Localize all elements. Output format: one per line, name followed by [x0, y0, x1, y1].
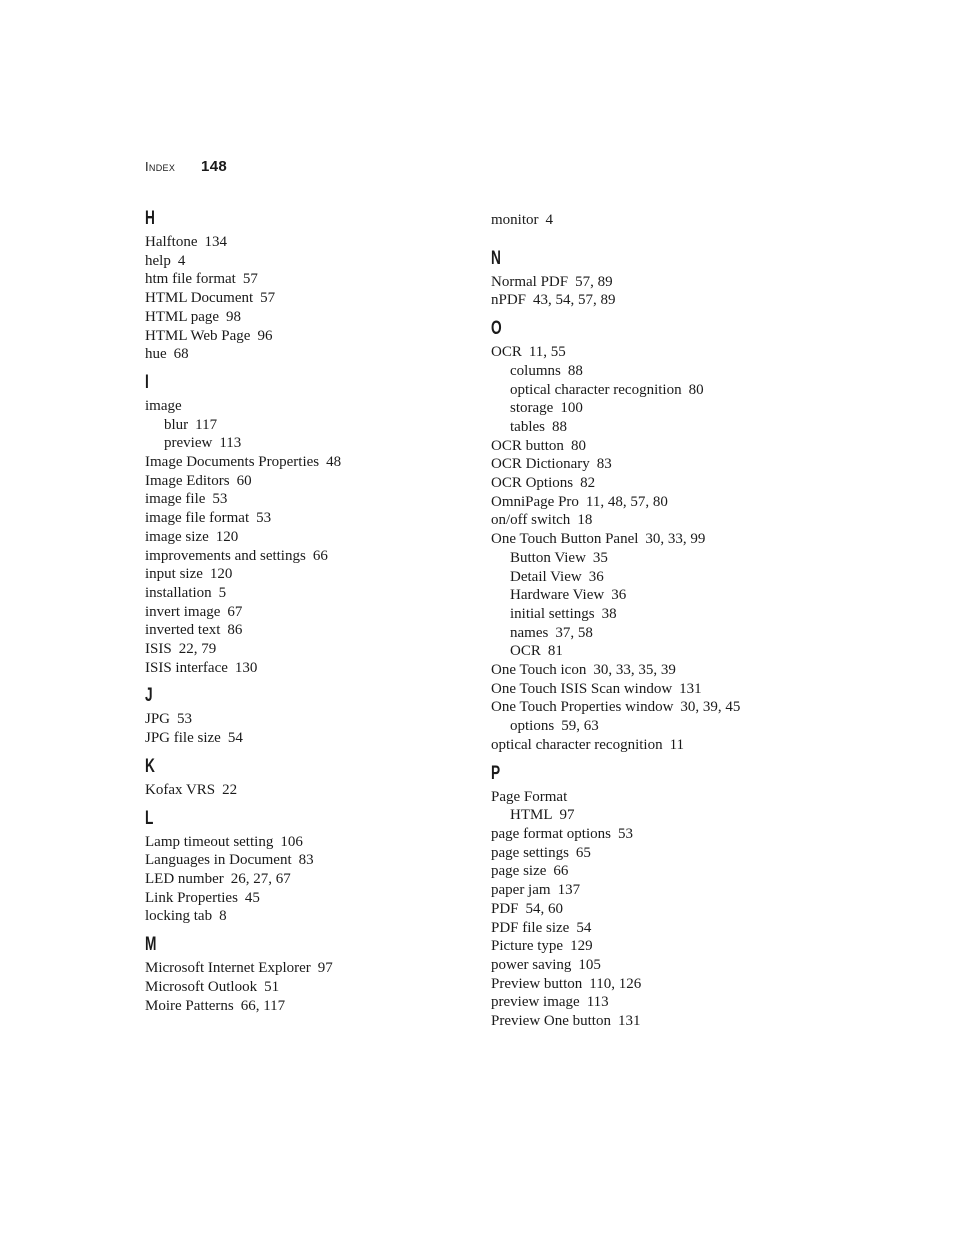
entry-page-refs: 98	[226, 308, 242, 325]
index-entry	[491, 211, 791, 230]
index-subentry	[491, 568, 791, 587]
entry-term: ISIS interface	[145, 659, 228, 676]
entry-term: columns	[510, 362, 561, 379]
entry-term: One Touch Button Panel	[491, 531, 639, 548]
entry-term: HTML Web Page	[145, 327, 251, 344]
entry-page-refs: 30, 39, 45	[680, 699, 741, 716]
entry-page-refs: 48	[326, 454, 342, 471]
index-subentry	[491, 624, 791, 643]
index-entry	[491, 881, 791, 900]
entry-page-refs: 45	[244, 889, 260, 906]
index-section	[145, 809, 445, 927]
index-subentry	[491, 549, 791, 568]
entry-term: OCR Options	[491, 475, 574, 492]
index-subentry	[491, 418, 791, 437]
index-entry	[491, 474, 791, 493]
entry-term: One Touch ISIS Scan window	[491, 680, 673, 697]
entry-term: Preview button	[491, 975, 583, 992]
index-entry	[491, 530, 791, 549]
entry-term: Image Editors	[145, 472, 230, 489]
entry-term: options	[510, 718, 555, 735]
entry-term: HTML Document	[145, 290, 254, 307]
entry-term: Image Documents Properties	[145, 454, 320, 471]
index-entry	[145, 833, 445, 852]
section-letter-heading: O	[491, 318, 502, 340]
entry-page-refs: 83	[596, 456, 612, 473]
index-entry	[145, 289, 445, 308]
entry-page-refs: 59, 63	[561, 718, 599, 735]
index-entry	[491, 661, 791, 680]
index-entry	[491, 455, 791, 474]
entry-term: input size	[145, 566, 203, 583]
entry-term: OCR button	[491, 437, 564, 454]
index-entry	[145, 453, 445, 472]
entry-term: Languages in Document	[145, 852, 292, 869]
entry-page-refs: 68	[173, 346, 189, 363]
entry-term: HTML	[510, 807, 553, 824]
entry-term: invert image	[145, 603, 221, 620]
entry-term: LED number	[145, 870, 224, 887]
page-number: 148	[201, 158, 227, 175]
index-subentry	[491, 717, 791, 736]
entry-page-refs: 11	[669, 736, 685, 753]
index-entry	[145, 907, 445, 926]
entry-page-refs: 105	[578, 956, 601, 973]
entry-term: initial settings	[510, 605, 595, 622]
entry-page-refs: 120	[215, 528, 239, 545]
entry-page-refs: 53	[177, 711, 193, 728]
entry-term: installation	[145, 584, 212, 601]
index-entry	[491, 919, 791, 938]
entry-page-refs: 88	[567, 362, 583, 379]
entry-term: image size	[145, 528, 209, 545]
entry-term: Picture type	[491, 938, 564, 955]
index-subentry	[491, 362, 791, 381]
entry-term: Detail View	[510, 568, 582, 585]
index-section	[491, 319, 791, 754]
entry-page-refs: 54, 60	[525, 900, 564, 917]
index-entry	[145, 584, 445, 603]
entry-term: Page Format	[491, 788, 568, 805]
entry-term: Halftone	[145, 234, 198, 250]
entry-page-refs: 43, 54, 57, 89	[533, 292, 616, 309]
index-subentry	[491, 605, 791, 624]
running-head-title: Index	[145, 159, 176, 174]
entry-term: One Touch icon	[491, 662, 587, 679]
entry-term: image file format	[145, 510, 250, 527]
entry-term: preview	[164, 435, 213, 452]
index-subentry	[491, 381, 791, 400]
index-entry	[145, 345, 445, 364]
entry-page-refs: 30, 33, 99	[645, 531, 706, 548]
entry-page-refs: 53	[256, 510, 272, 527]
entry-page-refs: 80	[570, 437, 586, 454]
index-section	[145, 209, 445, 364]
index-subentry	[491, 399, 791, 418]
index-entry	[145, 397, 445, 416]
index-section	[491, 764, 791, 1031]
entry-term: OCR Dictionary	[491, 456, 590, 473]
entry-page-refs: 131	[679, 680, 702, 697]
index-section	[145, 686, 445, 747]
entry-page-refs: 81	[547, 643, 563, 660]
entry-page-refs: 57, 89	[575, 273, 613, 290]
section-letter-heading: J	[145, 685, 153, 707]
index-entry	[145, 659, 445, 678]
index-entry	[491, 862, 791, 881]
entry-page-refs: 57	[260, 290, 276, 307]
entry-page-refs: 82	[580, 475, 596, 492]
index-entry	[145, 565, 445, 584]
entry-term: PDF file size	[491, 919, 570, 936]
index-subentry	[491, 586, 791, 605]
index-entry	[491, 698, 791, 717]
section-letter-heading: L	[145, 807, 154, 829]
entry-page-refs: 36	[588, 568, 604, 585]
section-letter-heading: I	[145, 371, 149, 393]
index-entry	[145, 997, 445, 1016]
entry-term: PDF	[491, 900, 519, 917]
entry-page-refs: 65	[575, 844, 591, 861]
entry-page-refs: 66	[312, 547, 328, 564]
entry-page-refs: 96	[257, 327, 273, 344]
index-subentry	[491, 642, 791, 661]
entry-page-refs: 53	[212, 491, 228, 508]
index-entry	[145, 509, 445, 528]
entry-page-refs: 8	[219, 908, 227, 925]
entry-page-refs: 11, 48, 57, 80	[585, 493, 668, 510]
entry-term: htm file format	[145, 271, 236, 288]
entry-page-refs: 37, 58	[555, 624, 593, 641]
entry-term: Normal PDF	[491, 273, 569, 290]
entry-term: names	[510, 624, 549, 641]
entry-page-refs: 22, 79	[178, 641, 217, 658]
entry-term: hue	[145, 346, 167, 363]
index-entry	[145, 729, 445, 748]
entry-page-refs: 97	[559, 807, 575, 824]
index-entry	[145, 889, 445, 908]
entry-term: Microsoft Internet Explorer	[145, 960, 311, 977]
entry-page-refs: 60	[236, 472, 252, 489]
index-entry	[145, 308, 445, 327]
index-subentry	[491, 806, 791, 825]
section-letter-heading: N	[491, 247, 501, 269]
entry-page-refs: 134	[204, 234, 227, 250]
entry-term: on/off switch	[491, 512, 571, 529]
entry-term: monitor	[491, 212, 539, 228]
index-entry	[145, 603, 445, 622]
entry-term: page size	[491, 863, 547, 880]
index-section	[145, 373, 445, 678]
entry-term: inverted text	[145, 622, 221, 639]
index-column-left	[145, 209, 445, 1015]
entry-term: storage	[510, 400, 554, 417]
entry-term: locking tab	[145, 908, 213, 925]
entry-term: One Touch Properties window	[491, 699, 674, 716]
entry-page-refs: 67	[227, 603, 243, 620]
entry-page-refs: 131	[617, 1013, 641, 1030]
index-entry	[145, 781, 445, 800]
entry-term: optical character recognition	[491, 736, 663, 753]
index-section	[145, 757, 445, 800]
entry-term: image file	[145, 491, 206, 508]
index-entry	[145, 528, 445, 547]
entry-term: optical character recognition	[510, 381, 682, 398]
index-entry	[145, 978, 445, 997]
entry-page-refs: 26, 27, 67	[230, 870, 291, 887]
index-entry	[491, 975, 791, 994]
entry-page-refs: 137	[557, 882, 581, 899]
entry-term: Kofax VRS	[145, 781, 216, 798]
entry-page-refs: 53	[617, 825, 633, 842]
entry-term: Lamp timeout setting	[145, 833, 274, 850]
index-entry	[491, 844, 791, 863]
entry-term: Preview One button	[491, 1013, 611, 1030]
entry-page-refs: 11, 55	[528, 344, 566, 361]
entry-page-refs: 100	[560, 400, 583, 417]
section-letter-heading: K	[145, 755, 155, 777]
entry-page-refs: 113	[219, 435, 242, 452]
entry-page-refs: 129	[570, 938, 593, 955]
entry-page-refs: 54	[227, 730, 243, 747]
index-subentry	[145, 416, 445, 435]
index-entry	[145, 252, 445, 271]
entry-term: ISIS	[145, 641, 172, 658]
index-section	[491, 211, 791, 240]
entry-term: tables	[510, 418, 545, 435]
index-entry	[145, 640, 445, 659]
entry-term: nPDF	[491, 292, 527, 309]
index-entry	[491, 273, 791, 292]
entry-term: preview image	[491, 994, 580, 1011]
entry-page-refs: 4	[545, 212, 553, 228]
entry-page-refs: 36	[611, 587, 627, 604]
index-entry	[491, 825, 791, 844]
entry-page-refs: 130	[234, 659, 258, 676]
entry-page-refs: 4	[177, 252, 186, 269]
section-letter-heading: P	[491, 762, 501, 784]
index-entry	[491, 788, 791, 807]
index-entry	[491, 956, 791, 975]
index-entry	[491, 511, 791, 530]
entry-page-refs: 106	[280, 833, 303, 850]
entry-term: Moire Patterns	[145, 997, 234, 1014]
entry-term: OCR	[491, 344, 522, 361]
entry-page-refs: 51	[264, 978, 280, 995]
entry-page-refs: 80	[688, 381, 704, 398]
entry-page-refs: 5	[218, 584, 227, 601]
index-entry	[145, 490, 445, 509]
entry-page-refs: 38	[601, 605, 617, 622]
entry-term: Link Properties	[145, 889, 238, 906]
entry-term: page format options	[491, 825, 611, 842]
entry-term: JPG	[145, 711, 171, 728]
index-section	[491, 249, 791, 310]
index-entry	[491, 937, 791, 956]
entry-term: improvements and settings	[145, 547, 306, 564]
entry-page-refs: 86	[227, 622, 243, 639]
index-entry	[491, 736, 791, 755]
entry-term: Microsoft Outlook	[145, 978, 258, 995]
index-entry	[145, 270, 445, 289]
entry-term: Button View	[510, 549, 586, 566]
index-entry	[491, 993, 791, 1012]
entry-page-refs: 113	[586, 994, 609, 1011]
section-letter-heading: M	[145, 934, 157, 956]
entry-term: power saving	[491, 956, 572, 973]
entry-page-refs: 110, 126	[589, 975, 642, 992]
section-letter-heading: H	[145, 208, 155, 229]
entry-page-refs: 35	[592, 549, 608, 566]
entry-term: help	[145, 252, 171, 269]
entry-term: OCR	[510, 643, 541, 660]
entry-term: paper jam	[491, 882, 551, 899]
index-entry	[491, 291, 791, 310]
entry-term: JPG file size	[145, 730, 221, 747]
index-entry	[145, 959, 445, 978]
index-entry	[145, 547, 445, 566]
entry-page-refs: 57	[242, 271, 258, 288]
entry-page-refs: 66, 117	[240, 997, 286, 1014]
index-entry	[145, 870, 445, 889]
index-entry	[491, 437, 791, 456]
index-entry	[491, 680, 791, 699]
index-column-right	[491, 211, 791, 1031]
running-head	[145, 158, 227, 175]
entry-page-refs: 117	[195, 416, 218, 433]
entry-page-refs: 54	[576, 919, 592, 936]
index-entry	[491, 900, 791, 919]
entry-term: HTML page	[145, 308, 220, 325]
entry-page-refs: 97	[317, 960, 333, 977]
entry-page-refs: 66	[553, 863, 569, 880]
entry-term: Hardware View	[510, 587, 605, 604]
entry-page-refs: 22	[222, 781, 238, 798]
entry-page-refs: 120	[209, 566, 233, 583]
index-entry	[491, 1012, 791, 1031]
index-entry	[145, 472, 445, 491]
index-entry	[145, 710, 445, 729]
index-entry	[491, 343, 791, 362]
index-entry	[491, 493, 791, 512]
index-entry	[145, 621, 445, 640]
entry-page-refs: 18	[577, 512, 593, 529]
entry-term: blur	[164, 416, 189, 433]
index-entry	[145, 851, 445, 870]
entry-term: page settings	[491, 844, 569, 861]
index-entry	[145, 233, 445, 252]
index-section	[145, 935, 445, 1015]
entry-page-refs: 88	[552, 418, 567, 435]
index-subentry	[145, 434, 445, 453]
entry-page-refs: 30, 33, 35, 39	[593, 662, 676, 679]
entry-term: image	[145, 397, 182, 414]
entry-term: OmniPage Pro	[491, 493, 579, 510]
entry-page-refs: 83	[298, 852, 314, 869]
index-entry	[145, 327, 445, 346]
